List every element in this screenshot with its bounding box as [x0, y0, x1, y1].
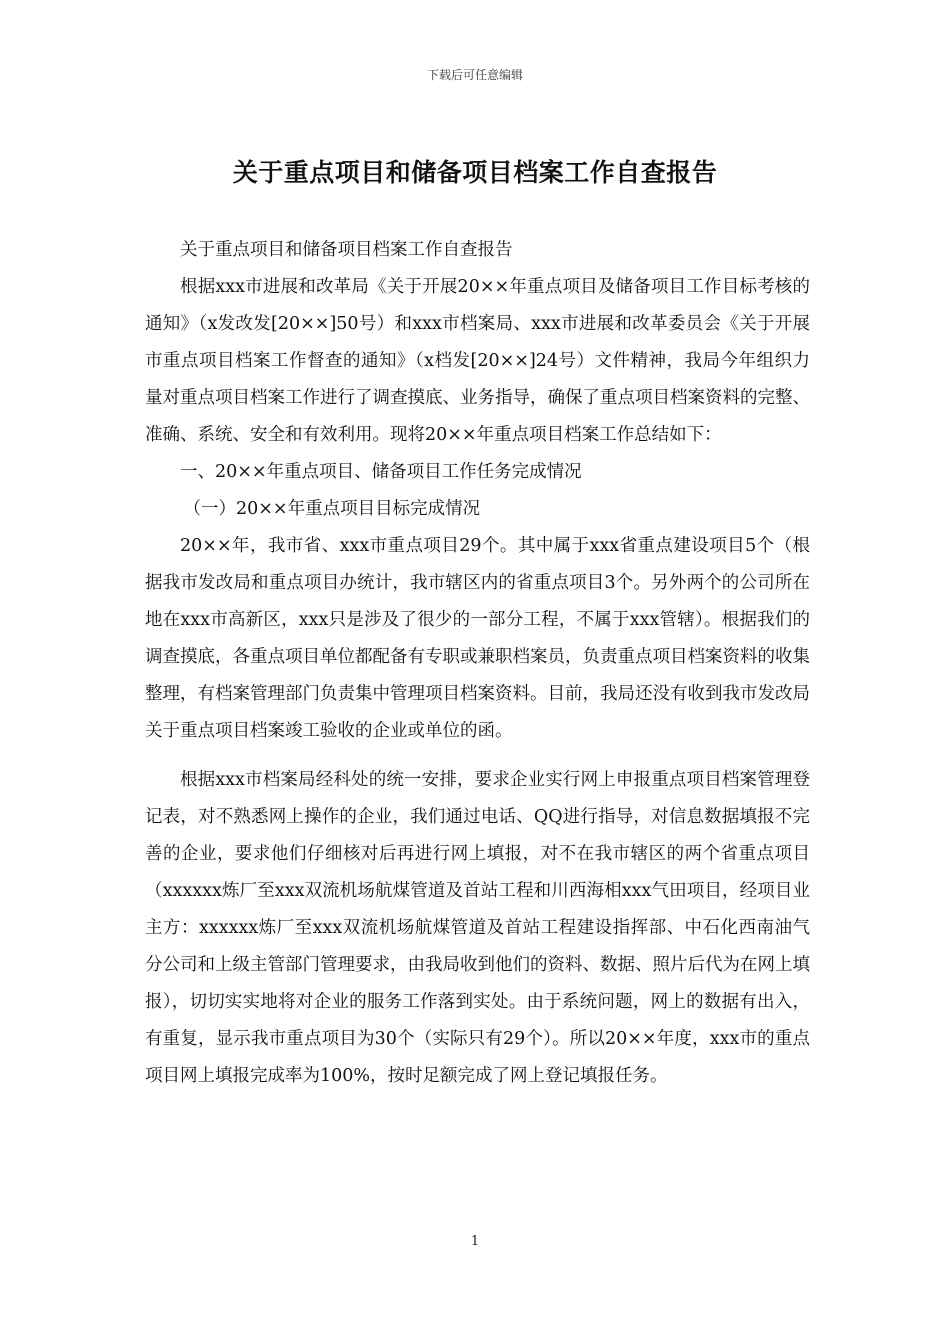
subsection-heading: （一）20××年重点项目目标完成情况 — [183, 499, 481, 519]
section-heading: 一、20××年重点项目、储备项目工作任务完成情况 — [180, 462, 582, 482]
paragraph-online-registration: 根据xxx市档案局经科处的统一安排，要求企业实行网上申报重点项目档案管理登记表，对不熟悉网上操作的企业，我们通过电话、QQ进行指导，对信息数据填报不完善的企业，要求他们仔细核对后再进行网上填报，对不在我市辖区的两个省重点项目（xxxxxx炼厂至xxx双流机场航煤管道及首站工程和川西海相xxx气田项目，经项目业主方：xxxxxx炼厂至xxx双流机场航煤管道及首站工程建设指挥部、中石化西南油气分公司和上级主管部门管理要求，由我局收到他们的资料、数据、照片后代为在网上填报），切切实实地将对企业的服务工作落到实处。由于系统问题，网上的数据有出入，有重复，显示我市重点项目为30个（实际只有29个）。所以20××年度，xxx市的重点项目网上填报完成率为100%，按时足额完成了网上登记填报任务。 — [145, 770, 810, 1086]
document-body — [145, 232, 810, 1095]
paragraph-subtitle: 关于重点项目和储备项目档案工作自查报告 — [180, 240, 513, 260]
page-number: 1 — [470, 1234, 480, 1249]
document-title: 关于重点项目和储备项目档案工作自查报告 — [232, 158, 718, 187]
header-note: 下载后可任意编辑 — [426, 68, 523, 82]
paragraph-intro: 根据xxx市进展和改革局《关于开展20××年重点项目及储备项目工作目标考核的通知》（x发改发[20××]50号）和xxx市档案局、xxx市进展和改革委员会《关于开展市重点项目档案工作督查的通知》（x档发[20××]24号）文件精神，我局今年组织力量对重点项目档案工作进行了调查摸底、业务指导，确保了重点项目档案资料的完整、准确、系统、安全和有效利用。现将20××年重点项目档案工作总结如下： — [145, 277, 810, 445]
paragraph-key-projects: 20××年，我市省、xxx市重点项目29个。其中属于xxx省重点建设项目5个（根据我市发改局和重点项目办统计，我市辖区内的省重点项目3个。另外两个的公司所在地在xxx市高新区，xxx只是涉及了很少的一部分工程，不属于xxx管辖）。根据我们的调查摸底，各重点项目单位都配备有专职或兼职档案员，负责重点项目档案资料的收集整理，有档案管理部门负责集中管理项目档案资料。目前，我局还没有收到我市发改局关于重点项目档案竣工验收的企业或单位的函。 — [145, 536, 810, 741]
